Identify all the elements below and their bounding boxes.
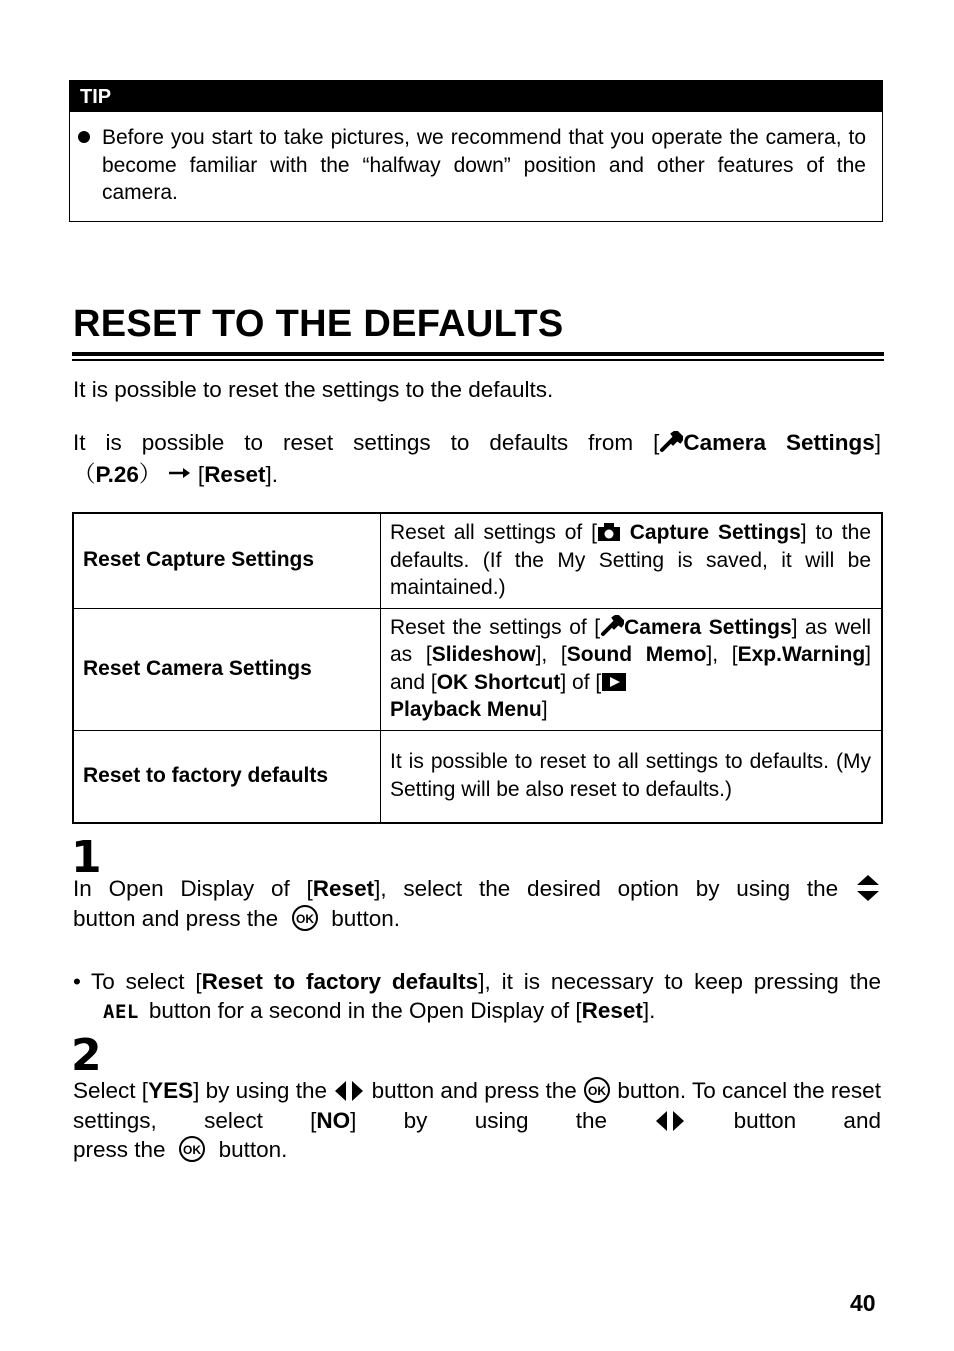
tip-box [69,80,883,222]
row-label: Reset Capture Settings [73,513,381,608]
reset-options-table [72,512,883,824]
step1-note: • To select [Reset to factory defaults], it is necessary to keep pressing the AEL button for a second in the Open Display of [Reset]. [73,969,882,1023]
table-row [73,608,882,730]
title-rule-thin [72,359,884,361]
settings-path-line-2: （P.26） [Reset]. [73,462,278,487]
svg-text:OK: OK [295,912,314,926]
path-prefix: It is possible to reset settings to defaults from [73,430,654,455]
camera-icon [597,522,621,542]
ael-button-label: AEL [103,1001,139,1023]
tip-text: Before you start to take pictures, we recommend that you operate the camera, to become familiar with the “halfway down” position and other features of the camera. [102,126,866,204]
right-arrow-icon [168,466,192,480]
row-description: Reset the settings of [ Camera Settings] as well as [Slideshow], [Sound Memo], [Exp.Warning] and [OK Shortcut] of [ Playback Menu] [381,608,883,730]
step-number: 2 [71,1030,102,1081]
page-number: 40 [850,1290,876,1316]
step-number: 1 [71,832,102,883]
title-rule [72,352,884,356]
ok-button-icon [178,1135,206,1163]
step1-text: In Open Display of [Reset], select the desired option by using the button and press the OK button. [73,874,881,934]
row-description: Reset all settings of [ Capture Settings] to the defaults. (If the My Setting is saved, it will be maintained.) [381,513,883,608]
table-row [73,730,882,823]
play-icon [601,672,627,692]
step2-text-last: press the OK button. [73,1137,288,1162]
step2-text: Select [YES] by using the button and press the OK button. To cancel the reset settings, select [NO] by using the button and [73,1078,881,1133]
tip-header: TIP [70,81,882,112]
path-camera-settings: Camera Settings [683,430,875,455]
section-title: RESET TO THE DEFAULTS [73,303,564,345]
svg-text:OK: OK [183,1143,202,1157]
table-row [73,513,882,608]
bullet-icon: • [73,969,81,994]
bullet-icon [78,131,90,143]
svg-text:OK: OK [588,1084,607,1098]
ok-button-icon [583,1076,611,1104]
row-label: Reset Camera Settings [73,608,381,730]
row-description: It is possible to reset to all settings to defaults. (My Setting will be also reset to defaults.) [381,730,883,823]
up-down-button-icon [855,874,881,902]
page-ref: P.26 [95,462,139,487]
wrench-icon [659,431,683,453]
settings-path-line: It is possible to reset settings to defaults from [ Camera Settings] [73,430,881,455]
left-right-button-icon [333,1079,365,1103]
tip-body [70,112,882,207]
left-right-button-icon [654,1109,686,1133]
row-label: Reset to factory defaults [73,730,381,823]
wrench-icon [600,615,624,637]
intro-text: It is possible to reset the settings to the defaults. [73,377,554,402]
path-reset: Reset [204,462,266,487]
ok-button-icon [291,904,319,932]
